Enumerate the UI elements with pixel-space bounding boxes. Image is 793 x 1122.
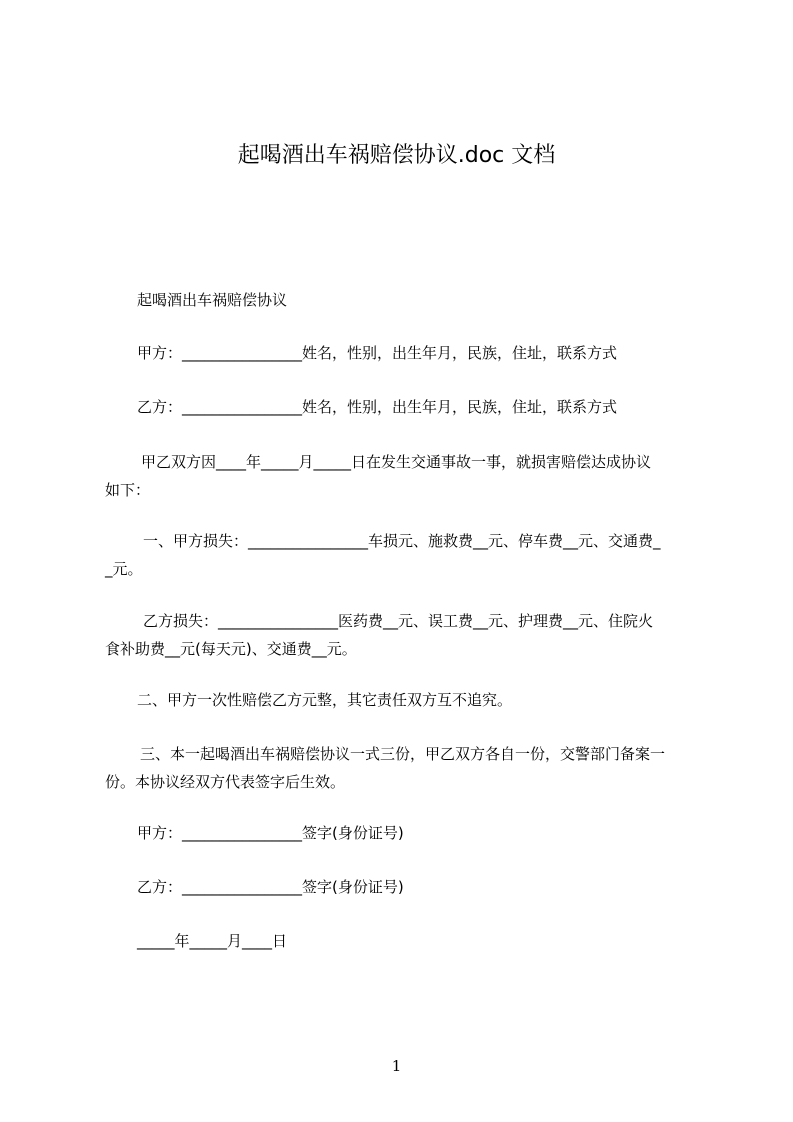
preamble-paragraph [105, 448, 705, 504]
party-b-loss-paragraph [105, 607, 705, 663]
clause-2-line: 二、甲方一次性赔偿乙方元整，其它责任双方互不追究。 [137, 691, 513, 709]
preamble-line-2: 如下： [105, 481, 151, 499]
date-line: _____年_____月____日 [137, 932, 288, 950]
party-a-info-line: 甲方：________________姓名，性别，出生年月，民族，住址，联系方式 [137, 344, 618, 362]
preamble-line-1: 甲乙双方因____年_____月_____日在发生交通事故一事，就损害赔偿达成协议 [141, 453, 652, 471]
clause-1-line-2: _元。 [105, 560, 143, 578]
party-b-loss-line-2: 食补助费__元(每天元)、交通费__元。 [105, 640, 357, 658]
clause-1-line-1: 一、甲方损失：________________车损元、施救费__元、停车费__元、交通费_ [143, 532, 661, 550]
party-b-info-line: 乙方：________________姓名，性别，出生年月，民族，住址，联系方式 [137, 398, 618, 416]
party-a-signature-line: 甲方：________________签字(身份证号) [137, 824, 404, 842]
page-number: 1 [391, 1057, 402, 1075]
clause-3-paragraph [105, 740, 705, 796]
clause-1-paragraph [105, 527, 705, 583]
party-b-signature-line: 乙方：________________签字(身份证号) [137, 878, 404, 896]
clause-3-line-1: 三、本一起喝酒出车祸赔偿协议一式三份，甲乙双方各自一份，交警部门备案一 [140, 745, 666, 763]
clause-3-line-2: 份。本协议经双方代表签字后生效。 [105, 773, 346, 791]
document-title: 起喝酒出车祸赔偿协议.doc 文档 [237, 143, 556, 168]
agreement-heading: 起喝酒出车祸赔偿协议 [137, 291, 288, 309]
party-b-loss-line-1: 乙方损失：________________医药费__元、误工费__元、护理费__元、住院火 [143, 612, 654, 630]
